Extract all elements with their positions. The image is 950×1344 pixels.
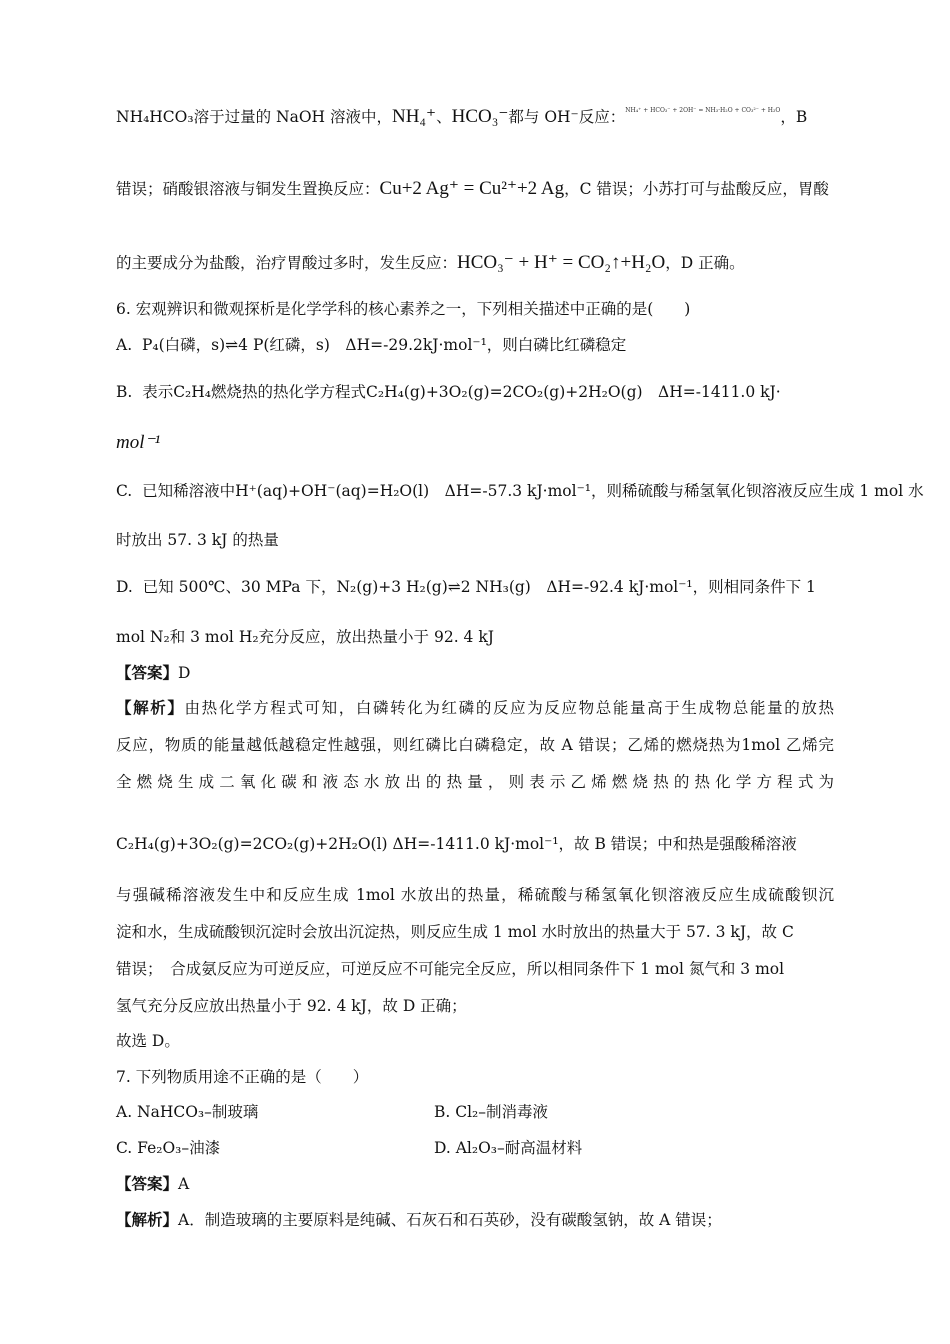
question-6-option-b-cont: mol⁻¹ xyxy=(116,432,161,453)
question-7-options-row-2 xyxy=(116,1137,834,1159)
equation-bicarbonate-acid: HCO₃⁻ + H⁺ = CO₂↑+H₂O xyxy=(457,252,666,273)
question-6-option-c-cont: 时放出 57. 3 kJ 的热量 xyxy=(116,531,279,549)
prev-explanation-line-3: 的主要成分为盐酸，治疗胃酸过多时，发生反应：HCO₃⁻ + H⁺ = CO₂↑+H₂O，D 正确。 xyxy=(116,252,745,273)
question-6-conclusion: 故选 D。 xyxy=(116,1032,180,1050)
equation-copper-silver: Cu+2 Ag⁺ = Cu²⁺+2 Ag xyxy=(379,178,565,199)
question-7-option-a: A. NaHCO₃–制玻璃 xyxy=(116,1103,259,1121)
question-6-analysis-2: 反应，物质的能量越低越稳定性越强，则红磷比白磷稳定，故 A 错误；乙烯的燃烧热为1mol 乙烯完 xyxy=(116,736,834,754)
question-6-answer: 【答案】D xyxy=(116,663,191,682)
question-6-analysis-7: 错误； 合成氨反应为可逆反应，可逆反应不可能完全反应，所以相同条件下 1 mol 氮气和 3 mol xyxy=(116,960,785,978)
question-7-answer: 【答案】A xyxy=(116,1174,190,1193)
question-7-option-c: C. Fe₂O₃–油漆 xyxy=(116,1139,221,1157)
question-6-analysis-3: 全燃烧生成二氧化碳和液态水放出的热量，则表示乙烯燃烧热的热化学方程式为 xyxy=(116,773,834,791)
question-6-stem: 6. 宏观辨识和微观探析是化学学科的核心素养之一，下列相关描述中正确的是( ) xyxy=(116,300,691,318)
prev-explanation-line-1: NH₄HCO₃溶于过量的 NaOH 溶液中，NH₄⁺、HCO₃⁻都与 OH⁻反应：$^{NH_4^+ + HCO_3^- + 2OH^- = NH_3\cdot H_2O + CO_3^{2-} + H_2O}$，B xyxy=(116,106,808,127)
question-6-analysis-8: 氢气充分反应放出热量小于 92. 4 kJ，故 D 正确； xyxy=(116,997,467,1015)
question-6-option-d-cont: mol N₂和 3 mol H₂充分反应，放出热量小于 92. 4 kJ xyxy=(116,628,494,646)
question-6-analysis-4: C₂H₄(g)+3O₂(g)=2CO₂(g)+2H₂O(l) ΔH=-1411.0 kJ·mol⁻¹，故 B 错误；中和热是强酸稀溶液 xyxy=(116,835,797,853)
question-6-option-d: D. 已知 500℃、30 MPa 下，N₂(g)+3 H₂(g)⇌2 NH₃(g) ΔH=-92.4 kJ·mol⁻¹，则相同条件下 1 xyxy=(116,578,816,596)
formula-hco3: HCO₃⁻ xyxy=(451,106,509,127)
question-6-analysis-5: 与强碱稀溶液发生中和反应生成 1mol 水放出的热量，稀硫酸与稀氢氧化钡溶液反应生成硫酸钡沉 xyxy=(116,886,834,904)
question-6-analysis-6: 淀和水，生成硫酸钡沉淀时会放出沉淀热，则反应生成 1 mol 水时放出的热量大于 57. 3 kJ，故 C xyxy=(116,923,794,941)
question-7-stem: 7. 下列物质用途不正确的是（ ） xyxy=(116,1068,369,1086)
question-6-option-a: A. P₄(白磷，s)⇌4 P(红磷，s) ΔH=-29.2kJ·mol⁻¹，则白磷比红磷稳定 xyxy=(116,336,627,354)
prev-explanation-line-2: 错误；硝酸银溶液与铜发生置换反应：Cu+2 Ag⁺ = Cu²⁺+2 Ag，C 错误；小苏打可与盐酸反应，胃酸 xyxy=(116,178,829,199)
equation-ammonium-bicarbonate: NH₄⁺ + HCO₃⁻ + 2OH⁻ = NH₃·H₂O + CO₃²⁻ + H₂O xyxy=(625,107,781,114)
question-7-options-row-1 xyxy=(116,1101,834,1123)
question-6-option-b: B. 表示C₂H₄燃烧热的热化学方程式C₂H₄(g)+3O₂(g)=2CO₂(g)+2H₂O(g) ΔH=-1411.0 kJ· xyxy=(116,383,781,401)
question-7-option-d: D. Al₂O₃–耐高温材料 xyxy=(434,1139,583,1157)
question-6-analysis-1: 【解析】由热化学方程式可知，白磷转化为红磷的反应为反应物总能量高于生成物总能量的放热 xyxy=(116,698,834,717)
question-6-option-c: C. 已知稀溶液中H⁺(aq)+OH⁻(aq)=H₂O(l) ΔH=-57.3 kJ·mol⁻¹，则稀硫酸与稀氢氧化钡溶液反应生成 1 mol 水 xyxy=(116,482,924,500)
formula-nh4: NH₄⁺ xyxy=(391,106,437,127)
question-7-option-b: B. Cl₂–制消毒液 xyxy=(434,1103,549,1121)
question-7-analysis-1: 【解析】A．制造玻璃的主要原料是纯碱、石灰石和石英砂，没有碳酸氢钠，故 A 错误； xyxy=(116,1210,722,1229)
